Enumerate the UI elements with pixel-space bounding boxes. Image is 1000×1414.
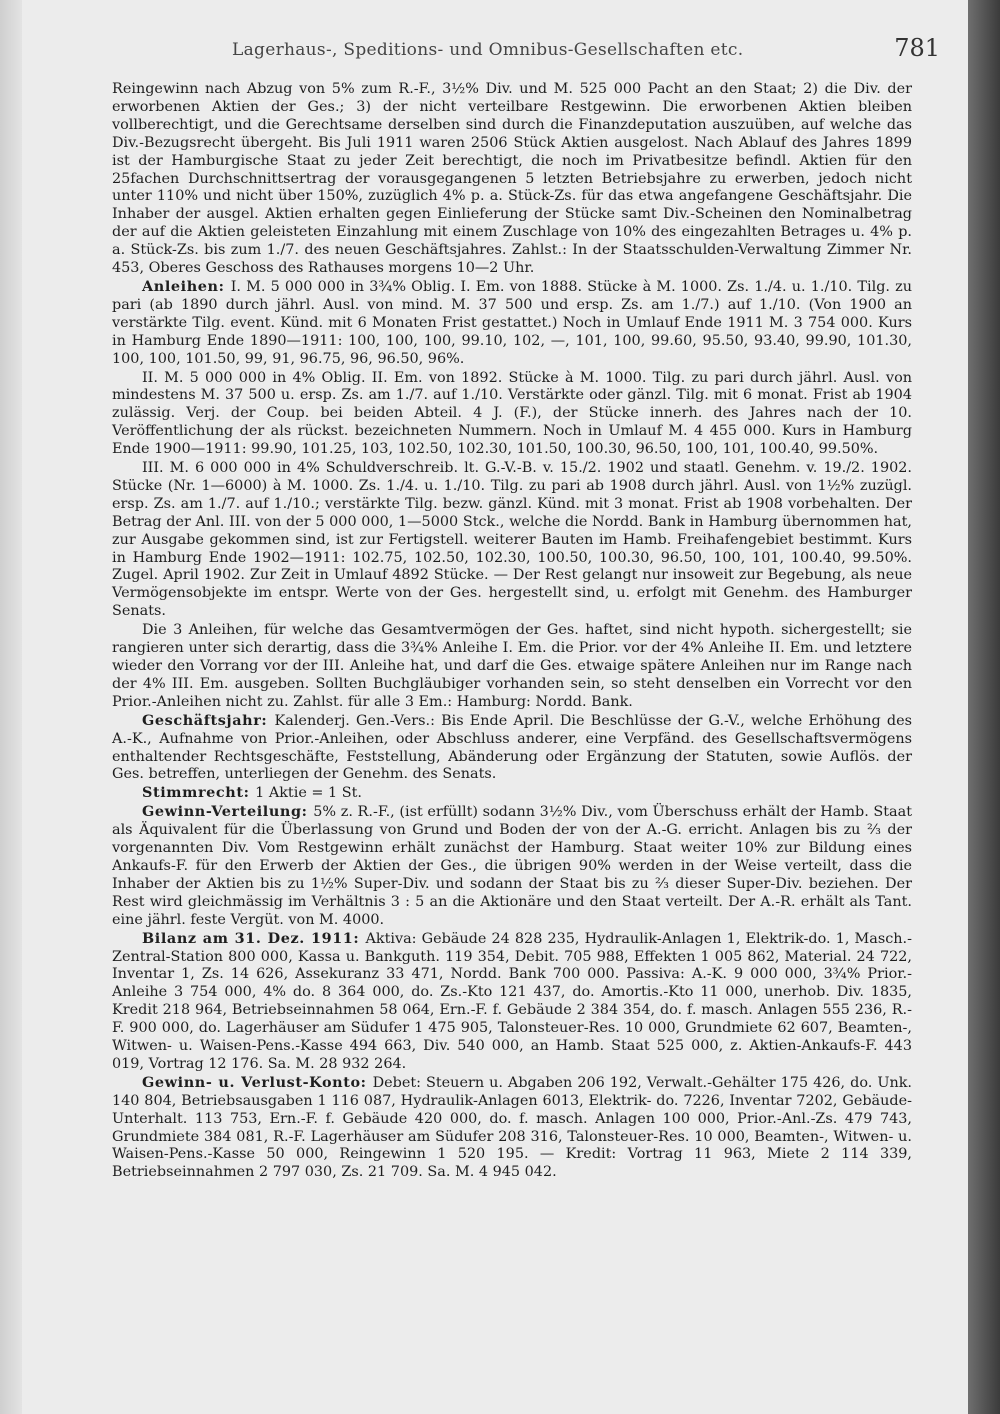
paragraph-text: Aktiva: Gebäude 24 828 235, Hydraulik-Anlagen 1, Elektrik-do. 1, Masch.-Zentral-Station 800 000, Kassa u. Bankguth. 119 354, Debit. 705 988, Effekten 1 005 862, Material. 24 722, Inventar 1, Zs. 14 626, Assekuranz 33 471, Nordd. Bank 700 000. Passiva: A.-K. 9 000 000, 3¾% Prior.-Anleihe 3 754 000, 4% do. 8 364 000, do. Zs.-Kto 121 437, do. Amortis.-Kto 11 000, unerhob. Div. 1835, Kredit 218 964, Betriebseinnahmen 58 064, Ern.-F. f. Gebäude 2 384 354, do. f. masch. Anlagen 555 236, R.-F. 900 000, do. Lagerhäuser am Südufer 1 475 905, Talonsteuer-Res. 10 000, Grundmiete 62 607, Beamten-, Witwen- u. Waisen-Pens.-Kasse 494 663, Div. 540 000, an Hamb. Staat 525 000, z. Aktien-Ankaufs-F. 443 019, Vortrag 12 176. Sa. M. 28 932 264. [112,930,912,1072]
paragraph [112,803,912,929]
page-number: 781 [894,34,940,62]
paragraph-text: 1 Aktie = 1 St. [255,785,362,802]
paragraph-text: Debet: Steuern u. Abgaben 206 192, Verwalt.-Gehälter 175 426, do. Unk. 140 804, Betriebsausgaben 1 116 087, Hydraulik-Anlagen 6013, Elektrik- do. 7226, Inventar 7202, Gebäude-Unterhalt. 113 753, Ern.-F. f. Gebäude 420 000, do. f. masch. Anlagen 100 000, Prior.-Anl.-Zs. 479 743, Grundmiete 384 081, R.-F. Lagerhäuser am Südufer 208 316, Talonsteuer-Res. 10 000, Beamten-, Witwen- u. Waisen-Pens.-Kasse 50 000, Reingewinn 1 520 195. — Kredit: Vortrag 11 963, Miete 2 114 339, Betriebseinnahmen 2 797 030, Zs. 21 709. Sa. M. 4 945 042. [112,1074,913,1181]
paragraph-heading: Anleihen: [142,277,231,295]
paragraph-text: Kalenderj. Gen.-Vers.: Bis Ende April. Die Beschlüsse der G.-V., welche Erhöhung des A.-K., Aufnahme von Prior.-Anleihen, oder Abschluss anderer, eine Verpfänd. des Gesellschaftsvermögens enthaltender Rechtsgeschäfte, Feststellung, Abänderung oder Ergänzung der Statuten, sowie Auflös. der Ges. betreffen, unterliegen der Genehm. des Senats. [112,712,912,783]
paragraph [112,784,912,803]
paragraph [112,621,912,712]
paragraph-text: II. M. 5 000 000 in 4% Oblig. II. Em. von 1892. Stücke à M. 1000. Tilg. zu pari durch jährl. Ausl. von mindestens M. 37 500 u. ersp. Zs. am 1./7. auf 1./10. Verstärkte oder gänzl. Tilg. mit 6 monat. Frist ab 1904 zulässig. Verj. der Coup. bei beiden Abteil. 4 J. (F.), der Stücke innerh. des Jahres nach der 10. Veröffentlichung der als rückst. bezeichneten Nummern. Noch in Umlauf M. 4 455 000. Kurs in Hamburg Ende 1900—1911: 99.90, 101.25, 103, 102.50, 102.30, 101.50, 100.30, 96.50, 100, 101, 100.40, 99.50%. [112,369,912,458]
running-title: Lagerhaus-, Speditions- und Omnibus-Gesellschaften etc. [232,40,744,60]
paragraph [112,369,912,460]
running-header [22,30,968,74]
page-binding [0,0,22,1414]
paragraph-heading: Gewinn- u. Verlust-Konto: [142,1073,373,1091]
document-page [22,0,968,1414]
paragraph-text: I. M. 5 000 000 in 3¾% Oblig. I. Em. von 1888. Stücke à M. 1000. Zs. 1./4. u. 1./10. Tilg. zu pari (ab 1890 durch jährl. Ausl. von mind. M. 37 500 und ersp. Zs. am 1./7.) auf 1./10. (Von 1900 an verstärkte Tilg. event. Künd. mit 6 Monaten Frist gestattet.) Noch in Umlauf Ende 1911 M. 3 754 000. Kurs in Hamburg Ende 1890—1911: 100, 100, 100, 99.10, 102, —, 101, 100, 99.60, 95.50, 93.40, 99.90, 101.30, 100, 100, 101.50, 99, 91, 96.75, 96, 96.50, 96%. [112,278,913,367]
paragraph-heading: Stimmrecht: [142,784,256,802]
paragraph [112,712,912,785]
paragraph-text: 5% z. R.-F., (ist erfüllt) sodann 3½% Div., vom Überschuss erhält der Hamb. Staat als Äquivalent für die Überlassung von Grund und Boden der von der A.-G. erricht. Anlagen bis zu ⅔ der vorgenannten Div. Vom Restgewinn erhält zunächst der Hamburg. Staat weiter 10% zur Bildung eines Ankaufs-F. für den Erwerb der Aktien der Ges., die übrigen 90% werden in der Weise verteilt, dass die Inhaber der Aktien bis zu 1½% Super-Div. und sodann der Staat bis zu ⅔ dieser Super-Div. beziehen. Der Rest wird gleichmässig im Verhältnis 3 : 5 an die Aktionäre und den Staat verteilt. Der A.-R. erhält als Tant. eine jährl. feste Vergüt. von M. 4000. [112,804,913,928]
page-edge-shadow [968,0,1000,1414]
document-body [112,80,912,1182]
paragraph-heading: Bilanz am 31. Dez. 1911: [142,929,366,947]
paragraph [112,80,912,278]
paragraph [112,459,912,621]
paragraph [112,1074,912,1182]
paragraph-heading: Gewinn-Verteilung: [142,803,314,821]
paragraph-text: Reingewinn nach Abzug von 5% zum R.-F., 3½% Div. und M. 525 000 Pacht an den Staat; 2) die Div. der erworbenen Aktien der Ges.; 3) der nicht verteilbare Restgewinn. Die erworbenen Aktien bleiben vollberechtigt, und die Gerechtsame derselben sind durch die Finanzdeputation auszuüben, auf welche das Div.-Bezugsrecht übergeht. Bis Juli 1911 waren 2506 Stück Aktien ausgelost. Nach Ablauf des Jahres 1899 ist der Hamburgische Staat zu jeder Zeit berechtigt, die noch im Privatbesitze befindl. Aktien für den 25fachen Durchschnittsertrag der vorausgegangenen 5 letzten Betriebsjahre zu erwerben, jedoch nicht unter 110% und nicht über 150%, zuzüglich 4% p. a. Stück-Zs. für das etwa angefangene Geschäftsjahr. Die Inhaber der ausgel. Aktien erhalten gegen Einlieferung der Stücke samt Div.-Scheinen den Nominalbetrag der auf die Aktien geleisteten Einzahlung mit einem Zuschlage von 10% des eingezahlten Betrages u. 4% p. a. Stück-Zs. bis zum 1./7. des neuen Geschäftsjahres. Zahlst.: In der Staatsschulden-Verwaltung Zimmer Nr. 453, Oberes Geschoss des Rathauses morgens 10—2 Uhr. [112,81,912,277]
paragraph-heading: Geschäftsjahr: [142,711,275,729]
paragraph-text: Die 3 Anleihen, für welche das Gesamtvermögen der Ges. haftet, sind nicht hypoth. sichergestellt; sie rangieren unter sich derartig, dass die 3¾% Anleihe I. Em. die Prior. vor der 4% Anleihe II. Em. und letztere wieder den Vorrang vor der III. Anleihe hat, und darf die Ges. etwaige spätere Anleihen nur im Range nach der 4% III. Em. ausgeben. Sollten Buchgläubiger vorhanden sein, so steht denselben ein Vorrecht vor den Prior.-Anleihen nicht zu. Zahlst. für alle 3 Em.: Hamburg: Nordd. Bank. [112,622,912,710]
paragraph-text: III. M. 6 000 000 in 4% Schuldverschreib. lt. G.-V.-B. v. 15./2. 1902 und staatl. Genehm. v. 19./2. 1902. Stücke (Nr. 1—6000) à M. 1000. Zs. 1./4. u. 1./10. Tilg. zu pari ab 1908 durch jährl. Ausl. von 1½% zuzügl. ersp. Zs. am 1./7. auf 1./10.; verstärkte Tilg. bezw. gänzl. Künd. mit 3 monat. Frist ab 1908 vorbehalten. Der Betrag der Anl. III. von der 5 000 000, 1—5000 Stck., welche die Nordd. Bank in Hamburg übernommen hat, zur Ausgabe gekommen sind, ist zur Fertigstell. weiterer Bauten im Hamb. Freihafengebiet bestimmt. Kurs in Hamburg Ende 1902—1911: 102.75, 102.50, 102.30, 100.50, 100.30, 96.50, 100, 101, 100.40, 99.50%. Zugel. April 1902. Zur Zeit in Umlauf 4892 Stücke. — Der Rest gelangt nur insoweit zur Begebung, als neue Vermögensobjekte im entspr. Werte von der Ges. hergestellt sind, u. erfolgt mit Genehm. des Hamburger Senats. [112,460,912,620]
paragraph [112,930,912,1074]
paragraph [112,278,912,369]
